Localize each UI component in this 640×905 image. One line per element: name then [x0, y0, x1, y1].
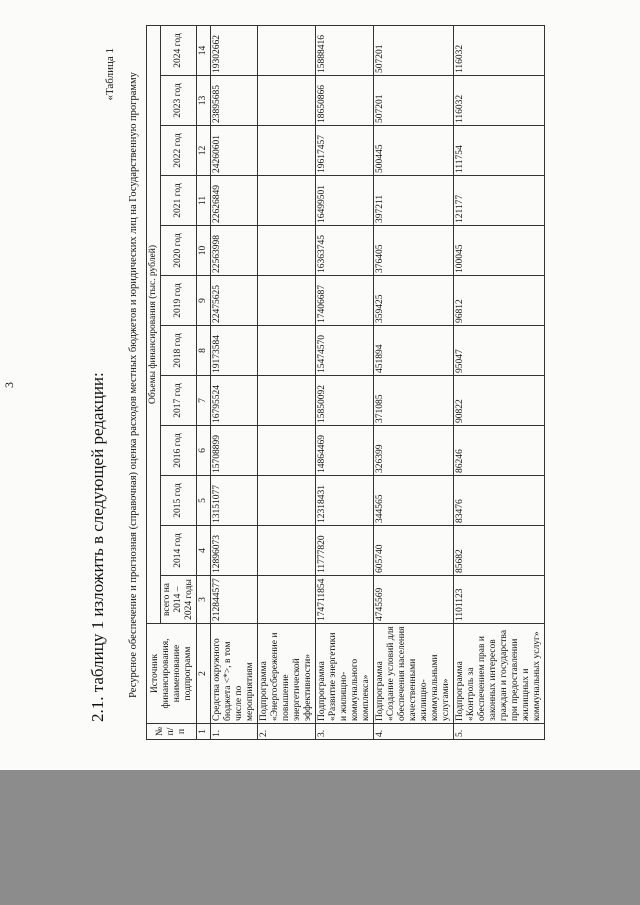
value-cell [258, 376, 316, 426]
header-year: 2017 год [161, 376, 197, 426]
header-year: 2018 год [161, 326, 197, 376]
table-row [454, 26, 545, 740]
table-row [374, 26, 454, 740]
column-index: 8 [197, 326, 211, 376]
value-cell: 344565 [374, 476, 454, 526]
column-index: 13 [197, 76, 211, 126]
value-cell: 16499501 [316, 176, 374, 226]
value-cell: 15708899 [211, 426, 258, 476]
value-cell: 326399 [374, 426, 454, 476]
value-cell: 85682 [454, 526, 545, 576]
value-cell: 15888416 [316, 26, 374, 76]
value-cell [258, 226, 316, 276]
value-cell: 121177 [454, 176, 545, 226]
header-total: всего на 2014 – 2024 годы [161, 576, 197, 624]
value-cell [258, 276, 316, 326]
financing-table [146, 25, 545, 740]
value-cell: 100045 [454, 226, 545, 276]
value-cell: 11777820 [316, 526, 374, 576]
value-cell: 111754 [454, 126, 545, 176]
column-index: 10 [197, 226, 211, 276]
header-year: 2022 год [161, 126, 197, 176]
value-cell [258, 176, 316, 226]
section-heading: 2.1. таблицу 1 изложить в следующей редакции: [88, 372, 107, 722]
value-cell [258, 26, 316, 76]
column-index: 3 [197, 576, 211, 624]
column-index: 11 [197, 176, 211, 226]
row-number: 3. [316, 724, 374, 740]
value-cell: 18650866 [316, 76, 374, 126]
value-cell: 397211 [374, 176, 454, 226]
value-cell: 83476 [454, 476, 545, 526]
value-cell: 22563998 [211, 226, 258, 276]
value-cell: 16363745 [316, 226, 374, 276]
header-financing-volumes: Объемы финансирования (тыс. рублей) [147, 26, 161, 624]
column-index: 4 [197, 526, 211, 576]
value-cell [258, 476, 316, 526]
value-cell: 90822 [454, 376, 545, 426]
value-cell: 605740 [374, 526, 454, 576]
value-cell: 17406687 [316, 276, 374, 326]
header-year: 2016 год [161, 426, 197, 476]
value-cell: 12318431 [316, 476, 374, 526]
value-cell: 371085 [374, 376, 454, 426]
value-cell: 500445 [374, 126, 454, 176]
value-cell: 15850092 [316, 376, 374, 426]
value-cell: 4745569 [374, 576, 454, 624]
value-cell [258, 576, 316, 624]
header-year: 2020 год [161, 226, 197, 276]
header-number: № п/п [147, 724, 197, 740]
column-index: 14 [197, 26, 211, 76]
value-cell: 376405 [374, 226, 454, 276]
value-cell: 212844577 [211, 576, 258, 624]
row-number: 1. [211, 724, 258, 740]
value-cell [258, 76, 316, 126]
header-year: 2023 год [161, 76, 197, 126]
column-index: 1 [197, 724, 211, 740]
value-cell: 23895685 [211, 76, 258, 126]
table-label: «Таблица 1 [104, 48, 116, 101]
value-cell: 19173584 [211, 326, 258, 376]
table-body [211, 26, 545, 740]
header-year: 2021 год [161, 176, 197, 226]
value-cell: 13151077 [211, 476, 258, 526]
value-cell: 1101123 [454, 576, 545, 624]
value-cell: 451894 [374, 326, 454, 376]
value-cell: 116032 [454, 26, 545, 76]
value-cell [258, 126, 316, 176]
value-cell: 22626849 [211, 176, 258, 226]
row-number: 5. [454, 724, 545, 740]
value-cell: 14864469 [316, 426, 374, 476]
header-year: 2015 год [161, 476, 197, 526]
value-cell: 86246 [454, 426, 545, 476]
row-name: Подпрограмма «Развитие энергетики и жилищно-коммунального комплекса» [316, 624, 374, 724]
header-source: Источник финансирования, наименование подпрограмм [147, 624, 197, 724]
column-index: 9 [197, 276, 211, 326]
value-cell: 12896073 [211, 526, 258, 576]
row-name: Подпрограмма «Энергосбережение и повышение энергетической эффективности» [258, 624, 316, 724]
value-cell: 16795524 [211, 376, 258, 426]
header-year: 2024 год [161, 26, 197, 76]
value-cell [258, 326, 316, 376]
column-index: 2 [197, 624, 211, 724]
value-cell: 359425 [374, 276, 454, 326]
value-cell: 174711854 [316, 576, 374, 624]
value-cell: 22475625 [211, 276, 258, 326]
row-name: Подпрограмма «Контроль за обеспечением прав и законных интересов граждан и государства при предоставлении жилищных и коммунальных услуг» [454, 624, 545, 724]
row-number: 2. [258, 724, 316, 740]
value-cell: 507201 [374, 26, 454, 76]
value-cell: 15474570 [316, 326, 374, 376]
row-name: Средства окружного бюджета <*>, в том числе по мероприятиям [211, 624, 258, 724]
value-cell: 19302662 [211, 26, 258, 76]
header-year: 2014 год [161, 526, 197, 576]
column-index: 5 [197, 476, 211, 526]
value-cell [258, 426, 316, 476]
value-cell [258, 526, 316, 576]
table-row [211, 26, 258, 740]
column-index: 7 [197, 376, 211, 426]
row-number: 4. [374, 724, 454, 740]
value-cell: 116032 [454, 76, 545, 126]
column-index: 6 [197, 426, 211, 476]
row-name: Подпрограмма «Создание условий для обеспечения населения качественными жилищно-коммунальными услугами» [374, 624, 454, 724]
header-year: 2019 год [161, 276, 197, 326]
column-index: 12 [197, 126, 211, 176]
page-number: 3 [2, 382, 16, 388]
value-cell: 95047 [454, 326, 545, 376]
value-cell: 507201 [374, 76, 454, 126]
table-row [258, 26, 316, 740]
value-cell: 19617457 [316, 126, 374, 176]
table-caption: Ресурсное обеспечение и прогнозная (справочная) оценка расходов местных бюджетов и юридических лиц на Государственную программу [128, 72, 139, 698]
value-cell: 24260601 [211, 126, 258, 176]
table-row [316, 26, 374, 740]
value-cell: 96812 [454, 276, 545, 326]
